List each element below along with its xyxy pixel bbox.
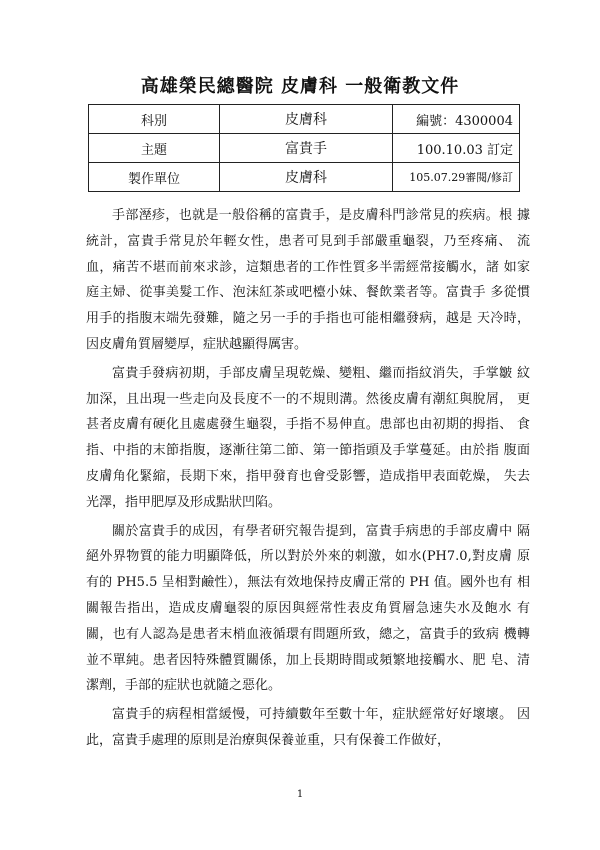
page-number: 1 — [296, 789, 304, 800]
topic-value: 富貴手 — [220, 134, 393, 163]
established-date: 100.10.03 訂定 — [393, 134, 520, 163]
document-info-table — [88, 104, 520, 192]
paragraph: 富貴手的病程相當緩慢，可持續數年至數十年，症狀經常好好壞壞。 因此，富貴手處理的原則是治療與保養並重，只有保養工作做好， — [86, 707, 530, 748]
paragraph: 關於富貴手的成因，有學者研究報告提到，富貴手病患的手部皮膚中 隔絕外界物質的能力明顯降低，所以對於外來的刺激，如水(PH7.0,對皮膚 原有的 PH5.5 呈相對鹼性），無法有效地保持皮膚正常的 PH 值。國外也有 相關報告指出，造成皮膚龜裂的原因與經常性表皮角質層急速失水及飽水 有關，也有人認為是患者末梢血液循環有問題所致，總之，富貴手的致病 機轉並不單純。患者因特殊體質關係，加上長期時間或頻繁地接觸水、肥 皂、清潔劑，手部的症狀也就隨之惡化。 — [86, 523, 530, 694]
table-row — [89, 134, 520, 163]
document-number: 編號：4300004 — [393, 105, 520, 134]
author-unit-label: 製作單位 — [89, 163, 220, 192]
paragraph: 富貴手發病初期，手部皮膚呈現乾燥、變粗、繼而指紋消失，手掌皺 紋加深，且出現一些走向及長度不一的不規則溝。然後皮膚有潮紅與脫屑， 更甚者皮膚有硬化且處處發生龜裂，手指不易伸直。患部也由初期的拇指、 食指、中指的末節指腹，逐漸往第二節、第一節指頭及手掌蔓延。由於指 腹面皮膚角化緊縮，長期下來，指甲發育也會受影響，造成指甲表面乾燥， 失去光澤，指甲肥厚及形成點狀凹陷。 — [86, 365, 530, 510]
table-row — [89, 105, 520, 134]
department-label: 科別 — [89, 105, 220, 134]
document-title: 高雄榮民總醫院 皮膚科 一般衛教文件 — [140, 76, 460, 97]
topic-label: 主題 — [89, 134, 220, 163]
revision-date: 105.07.29審閱/修訂 — [393, 163, 520, 192]
author-unit-value: 皮膚科 — [220, 163, 393, 192]
document-body — [86, 203, 530, 757]
department-value: 皮膚科 — [220, 105, 393, 134]
table-row — [89, 163, 520, 192]
paragraph: 手部溼疹，也就是一般俗稱的富貴手，是皮膚科門診常見的疾病。根 據統計，富貴手常見於年輕女性，患者可見到手部嚴重龜裂，乃至疼痛、 流血，痛苦不堪而前來求診，這類患者的工作性質多半需經常接觸水，諸 如家庭主婦、從事美髮工作、泡沫紅茶或吧檯小妹、餐飲業者等。富貴手 多從慣用手的指腹末端先發難，隨之另一手的手指也可能相繼發病，越是 天冷時，因皮膚角質層變厚，症狀越顯得厲害。 — [86, 208, 530, 352]
